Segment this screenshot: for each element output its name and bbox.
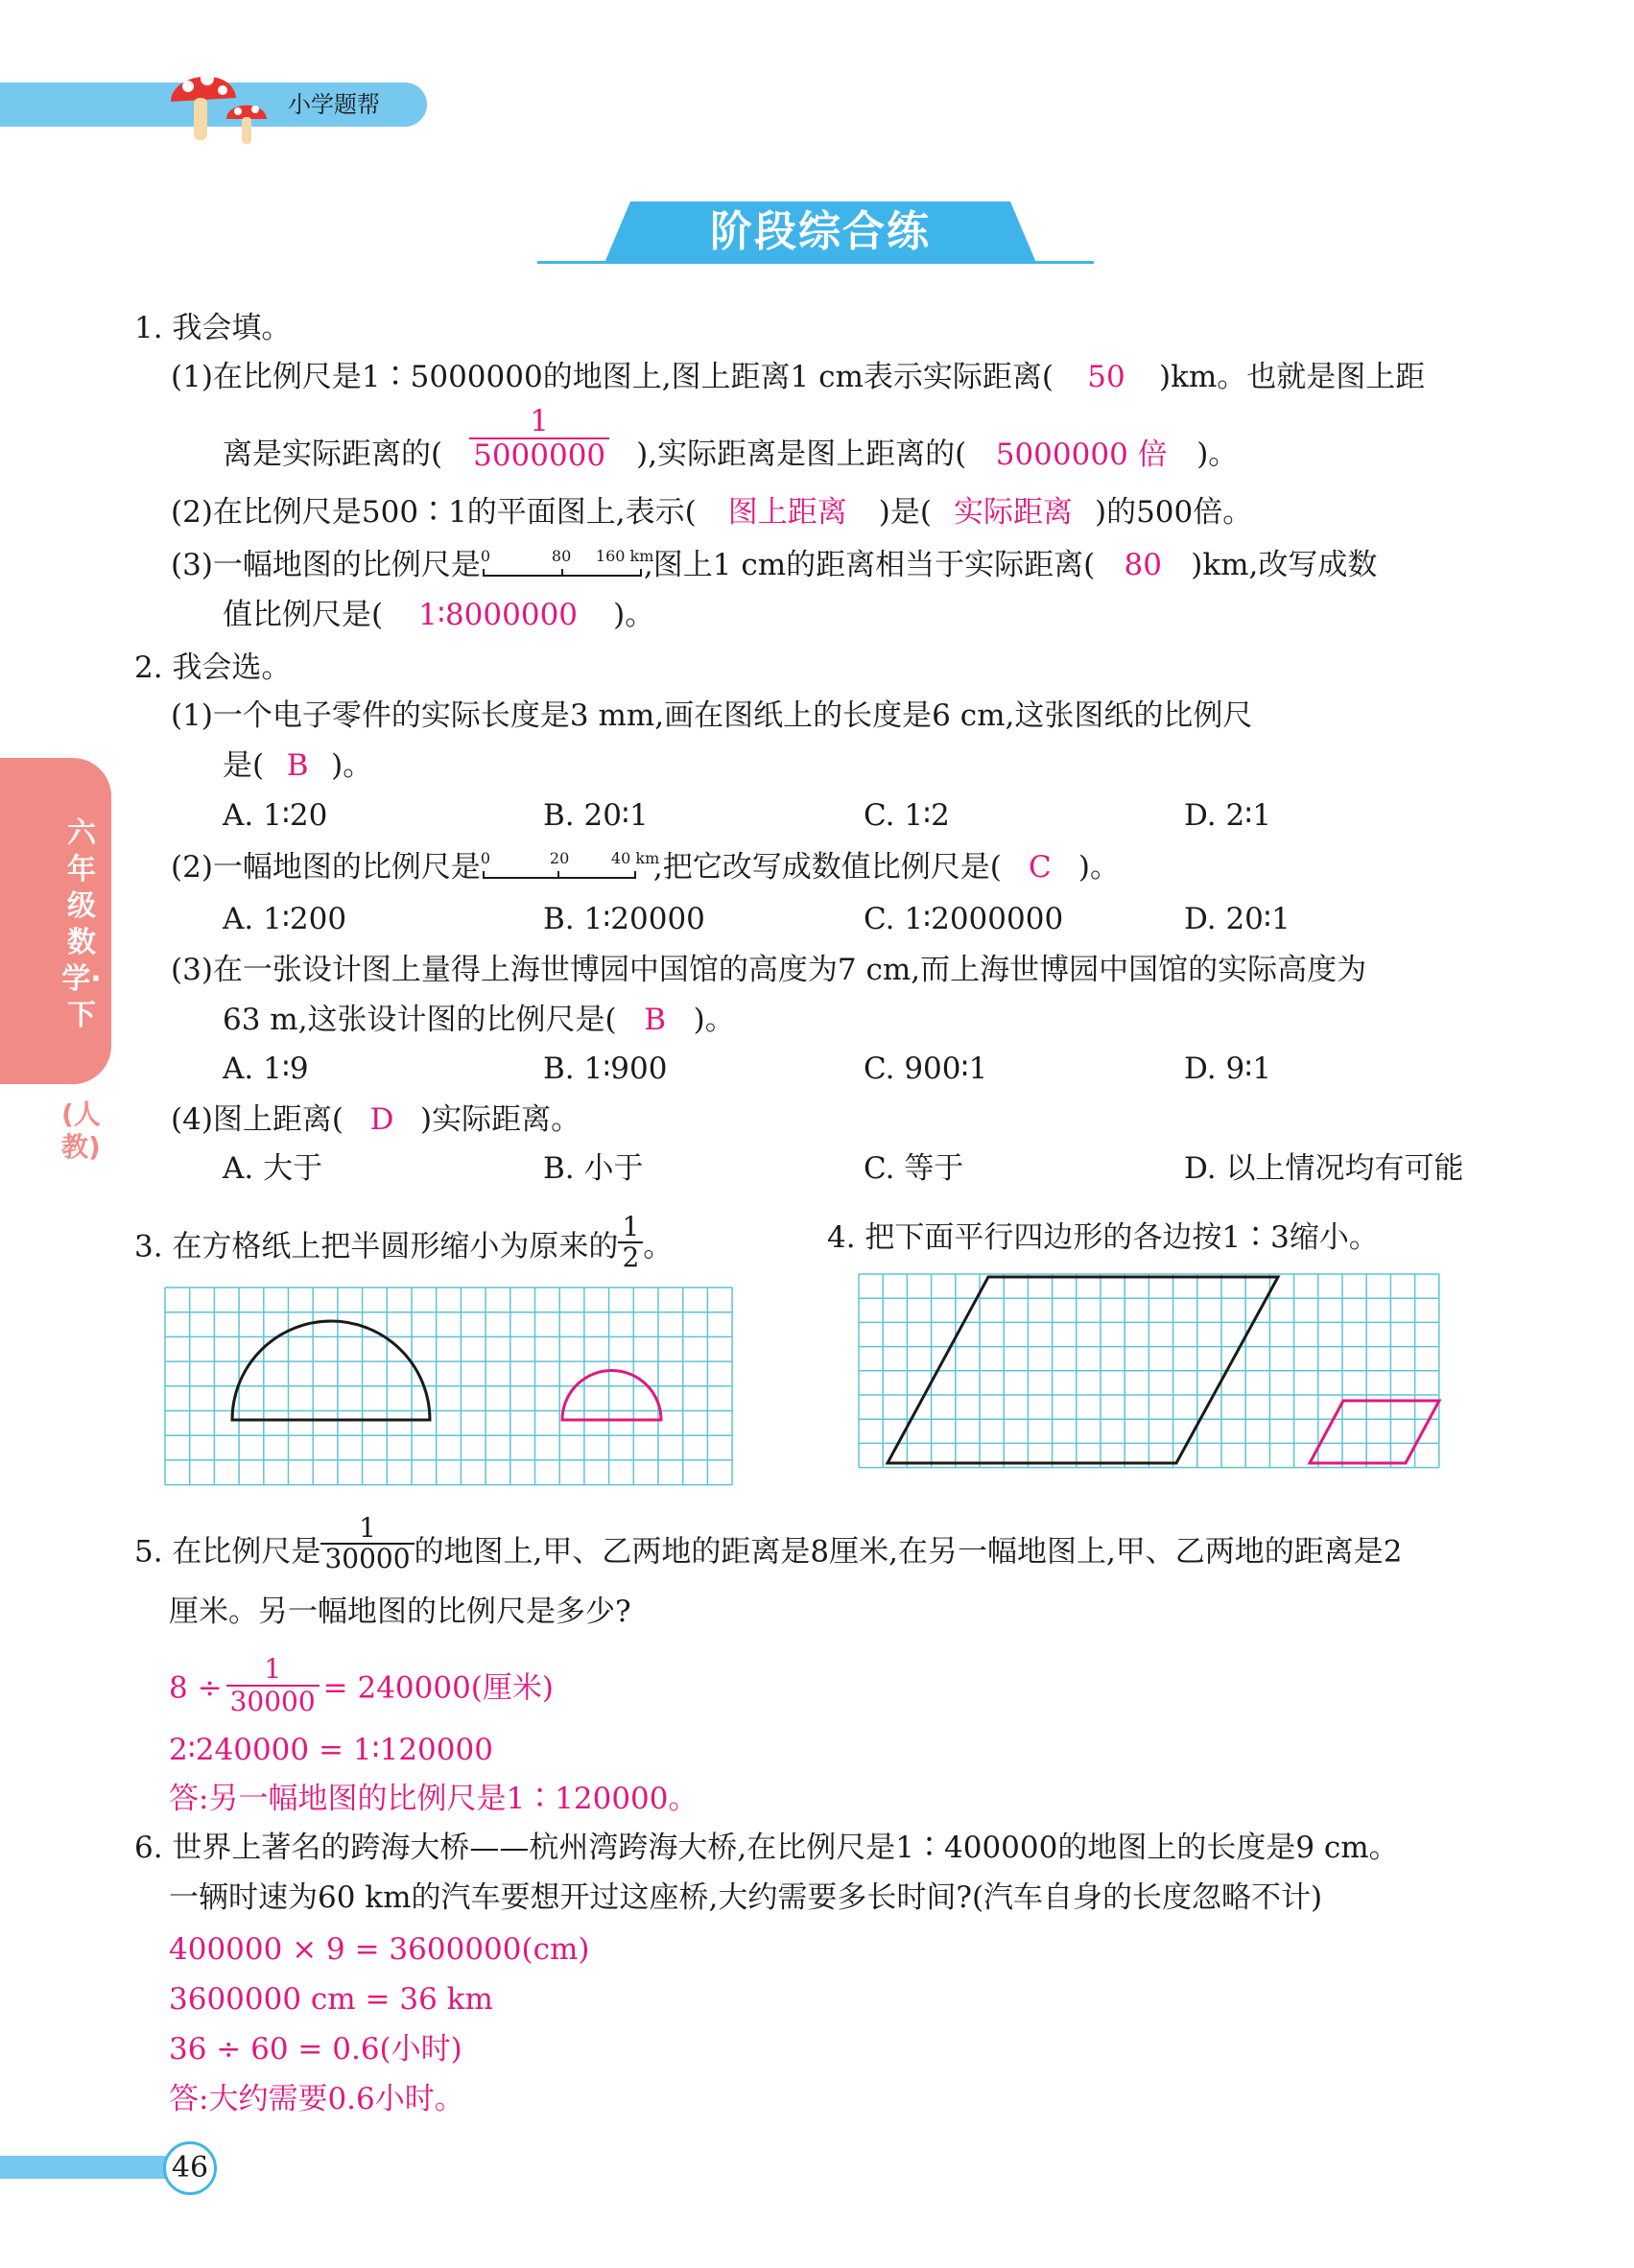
q5-line2: 厘米。另一幅地图的比例尺是多少? [169, 1595, 631, 1629]
q6-solution-3: 36 ÷ 60 = 0.6(小时) [169, 2032, 462, 2067]
q2-p1-line1: (1)一个电子零件的实际长度是3 mm,画在图纸上的长度是6 cm,这张图纸的比例尺 [171, 698, 1253, 733]
option: A. 大于 [223, 1151, 323, 1186]
option: B. 小于 [543, 1151, 644, 1186]
answer: D [369, 1102, 394, 1137]
q1-title: 1. 我会填。 [134, 311, 292, 345]
option: D. 2∶1 [1184, 798, 1271, 833]
answer: 1∶8000000 [418, 598, 579, 632]
answer: C [1029, 850, 1052, 885]
option: D. 以上情况均有可能 [1184, 1151, 1464, 1186]
answer: 图上距离 [727, 495, 847, 530]
page-number: 46 [163, 2141, 217, 2195]
scaled-semicircle [562, 1371, 661, 1421]
fraction: $\frac{1}{30000}$ [320, 1514, 414, 1573]
header-brand: 小学题帮 [288, 91, 380, 118]
side-tab-sub: (人教) [61, 1099, 101, 1163]
line-scale: 0 80 160 km [481, 546, 644, 584]
option: B. 20∶1 [543, 798, 649, 833]
q6-solution-2: 3600000 cm = 36 km [169, 1982, 493, 2017]
q2-p3-line2: 63 m,这张设计图的比例尺是( B )。 [223, 1003, 735, 1037]
q1-p1-line1: (1)在比例尺是1∶5000000的地图上,图上距离1 cm表示实际距离( 50 )km。也就是图上距 [171, 360, 1426, 394]
scaled-parallelogram [1310, 1401, 1439, 1463]
answer-fraction: $\frac{1}{5000000}$ [469, 405, 609, 472]
option: B. 1∶20000 [543, 902, 705, 936]
option: D. 20∶1 [1184, 902, 1291, 936]
fraction: $\frac{1}{30000}$ [226, 1654, 320, 1717]
answer: B [644, 1003, 667, 1037]
original-parallelogram [888, 1277, 1278, 1463]
q2-p3-line1: (3)在一张设计图上量得上海世博园中国馆的高度为7 cm,而上海世博园中国馆的实际高度为 [171, 953, 1367, 987]
q5-solution-1: 8 ÷ $\frac{1}{30000}$ = 240000(厘米) [169, 1653, 554, 1717]
q6-line2: 一辆时速为60 km的汽车要想开过这座桥,大约需要多长时间?(汽车自身的长度忽略不计) [169, 1880, 1323, 1915]
answer: B [286, 748, 309, 783]
q3-text: 3. 在方格纸上把半圆形缩小为原来的 $\frac{1}{2}$ 。 [134, 1211, 674, 1273]
grid-parallelogram [859, 1274, 1463, 1466]
q2-title: 2. 我会选。 [134, 650, 292, 685]
option: C. 1∶2000000 [864, 902, 1064, 936]
q1-p2: (2)在比例尺是500∶1的平面图上,表示( 图上距离 )是( 实际距离 )的500倍。 [171, 495, 1253, 530]
q1-p1-line2: 离是实际距离的( $\frac{1}{5000000}$ ),实际距离是图上距离的( 5000000 倍 )。 [223, 404, 1239, 473]
option: C. 900∶1 [864, 1051, 988, 1086]
q5-line1: 5. 在比例尺是 $\frac{1}{30000}$ 的地图上,甲、乙两地的距离是8厘米,在另一幅地图上,甲、乙两地的距离是2 [134, 1512, 1403, 1574]
mushroom-icon [165, 59, 280, 148]
original-semicircle [232, 1321, 430, 1420]
option: C. 1∶2 [864, 798, 950, 833]
q1-p3-line2: 值比例尺是( 1∶8000000 )。 [223, 598, 655, 632]
footer-bar [0, 2156, 180, 2179]
q2-p2: (2)一幅地图的比例尺是 0 20 40 km ,把它改写成数值比例尺是( C )。 [171, 849, 1120, 885]
side-tab-label: 六年级数学·下 [61, 816, 102, 1032]
option: D. 9∶1 [1184, 1051, 1271, 1086]
option: B. 1∶900 [543, 1051, 668, 1086]
option: C. 等于 [864, 1151, 964, 1186]
q2-p4: (4)图上距离( D )实际距离。 [171, 1102, 581, 1137]
q5-answer: 答:另一幅地图的比例尺是1∶120000。 [169, 1782, 699, 1816]
option: A. 1∶20 [223, 798, 328, 833]
option: A. 1∶200 [223, 902, 347, 936]
answer: 5000000 倍 [995, 437, 1168, 472]
answer: 80 [1124, 548, 1162, 582]
fraction: $\frac{1}{2}$ [618, 1213, 643, 1272]
grid-semicircle [165, 1288, 731, 1487]
q2-p1-line2: 是( B )。 [223, 748, 373, 783]
answer: 实际距离 [953, 495, 1073, 530]
q5-solution-2: 2∶240000 = 1∶120000 [169, 1733, 493, 1767]
q6-solution-1: 400000 × 9 = 3600000(cm) [169, 1932, 590, 1967]
q1-p3-line1: (3)一幅地图的比例尺是 0 80 160 km ,图上1 cm的距离相当于实际距离( 80 )km,改写成数 [171, 547, 1378, 582]
q6-line1: 6. 世界上著名的跨海大桥——杭州湾跨海大桥,在比例尺是1∶400000的地图上的长度是9 cm。 [134, 1831, 1399, 1865]
line-scale: 0 20 40 km [481, 848, 653, 886]
page-title: 阶段综合练 [710, 207, 931, 256]
q4-text: 4. 把下面平行四边形的各边按1∶3缩小。 [827, 1220, 1379, 1255]
answer: 50 [1087, 360, 1125, 394]
option: A. 1∶9 [223, 1051, 309, 1086]
q6-answer: 答:大约需要0.6小时。 [169, 2082, 464, 2116]
